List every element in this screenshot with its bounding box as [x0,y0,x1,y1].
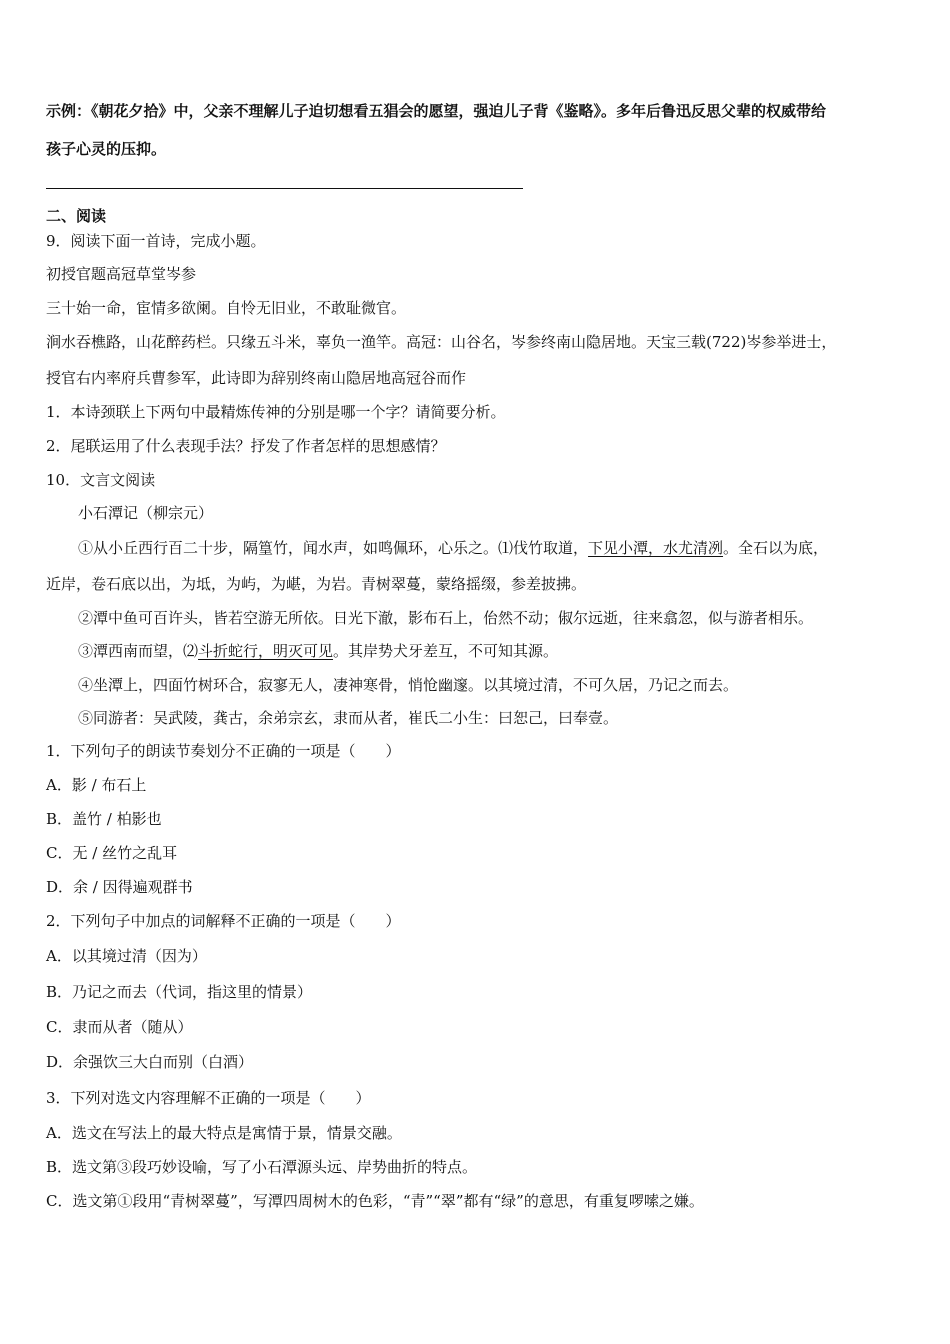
para-3-underlined: 斗折蛇行，明灭可见 [198,642,334,660]
q9-sub-question-2: 2．尾联运用了什么表现手法？抒发了作者怎样的思想感情？ [46,437,446,455]
answer-blank-line [46,188,523,189]
section-heading: 二、阅读 [46,207,107,225]
q10-s1-stem: 1．下列句子的朗读节奏划分不正确的一项是（ ） [46,742,401,760]
example-line-1: 示例：《朝花夕拾》中，父亲不理解儿子迫切想看五猖会的愿望，强迫儿子背《鉴略》。多年后鲁迅反思父辈的权威带给 [46,102,827,120]
q10-s2-stem: 2．下列句子中加点的词解释不正确的一项是（ ） [46,912,401,930]
q10-s2-option-b: B．乃记之而去（代词，指这里的情景） [46,983,313,1001]
para-3-text-b: 。其岸势犬牙差互，不可知其源。 [333,642,559,660]
passage-para-3 [78,641,558,661]
poem-title: 初授官题高冠草堂岑参 [46,265,197,283]
passage-para-1-cont: 近岸，卷石底以出，为坻，为屿，为嵁，为岩。青树翠蔓，蒙络摇缀，参差披拂。 [46,575,587,593]
para-3-text-a: ③潭西南而望，⑵ [78,642,199,660]
poem-line-2-note: 涧水吞樵路，山花醉药栏。只缘五斗米，辜负一渔竿。高冠：山谷名，岑参终南山隐居地。天宝三载(722)岑参举进士， [46,333,837,351]
q10-s3-option-b: B．选文第③段巧妙设喻，写了小石潭源头远、岸势曲折的特点。 [46,1158,478,1176]
q10-s2-option-c: C．隶而从者（随从） [46,1018,193,1036]
q10-s2-option-a: A．以其境过清（因为） [46,947,207,965]
para-1-underlined: 下见小潭，水尤清冽 [588,539,724,557]
example-line-2: 孩子心灵的压抑。 [46,140,167,158]
para-1-text-a: ①从小丘西行百二十步，隔篁竹，闻水声，如鸣佩环，心乐之。⑴伐竹取道， [78,539,589,557]
q10-s2-option-d: D．余强饮三大白而别（白酒） [46,1053,254,1071]
q10-s1-option-a: A．影 / 布石上 [46,776,147,794]
para-1-text-b: 。全石以为底， [723,539,829,557]
passage-title: 小石潭记（柳宗元） [78,504,214,522]
q9-sub-question-1: 1．本诗颈联上下两句中最精炼传神的分别是哪一个字？请简要分析。 [46,403,506,421]
passage-para-4: ④坐潭上，四面竹树环合，寂寥无人，凄神寒骨，悄怆幽邃。以其境过清，不可久居，乃记之而去。 [78,676,739,694]
q10-s3-option-a: A．选文在写法上的最大特点是寓情于景，情景交融。 [46,1124,402,1142]
q9-intro: 9．阅读下面一首诗，完成小题。 [46,232,266,250]
q10-s3-stem: 3．下列对选文内容理解不正确的一项是（ ） [46,1089,371,1107]
q10-s1-option-d: D．余 / 因得遍观群书 [46,878,193,896]
poem-line-1: 三十始一命，宦情多欲阑。自怜无旧业，不敢耻微官。 [46,299,407,317]
passage-para-2: ②潭中鱼可百许头，皆若空游无所依。日光下澈，影布石上，佁然不动；俶尔远逝，往来翕忽，似与游者相乐。 [78,609,814,627]
passage-para-5: ⑤同游者：吴武陵，龚古，余弟宗玄，隶而从者，崔氏二小生：曰恕己，曰奉壹。 [78,709,619,727]
q10-s1-option-c: C．无 / 丝竹之乱耳 [46,844,178,862]
q10-intro: 10．文言文阅读 [46,471,156,489]
passage-para-1 [78,538,828,558]
poem-note-cont: 授官右内率府兵曹参军，此诗即为辞别终南山隐居地高冠谷而作 [46,369,467,387]
q10-s1-option-b: B．盖竹 / 柏影也 [46,810,162,828]
q10-s3-option-c: C．选文第①段用“青树翠蔓”，写潭四周树木的色彩，“青”“翠”都有“绿”的意思，有重复啰嗦之嫌。 [46,1192,704,1210]
